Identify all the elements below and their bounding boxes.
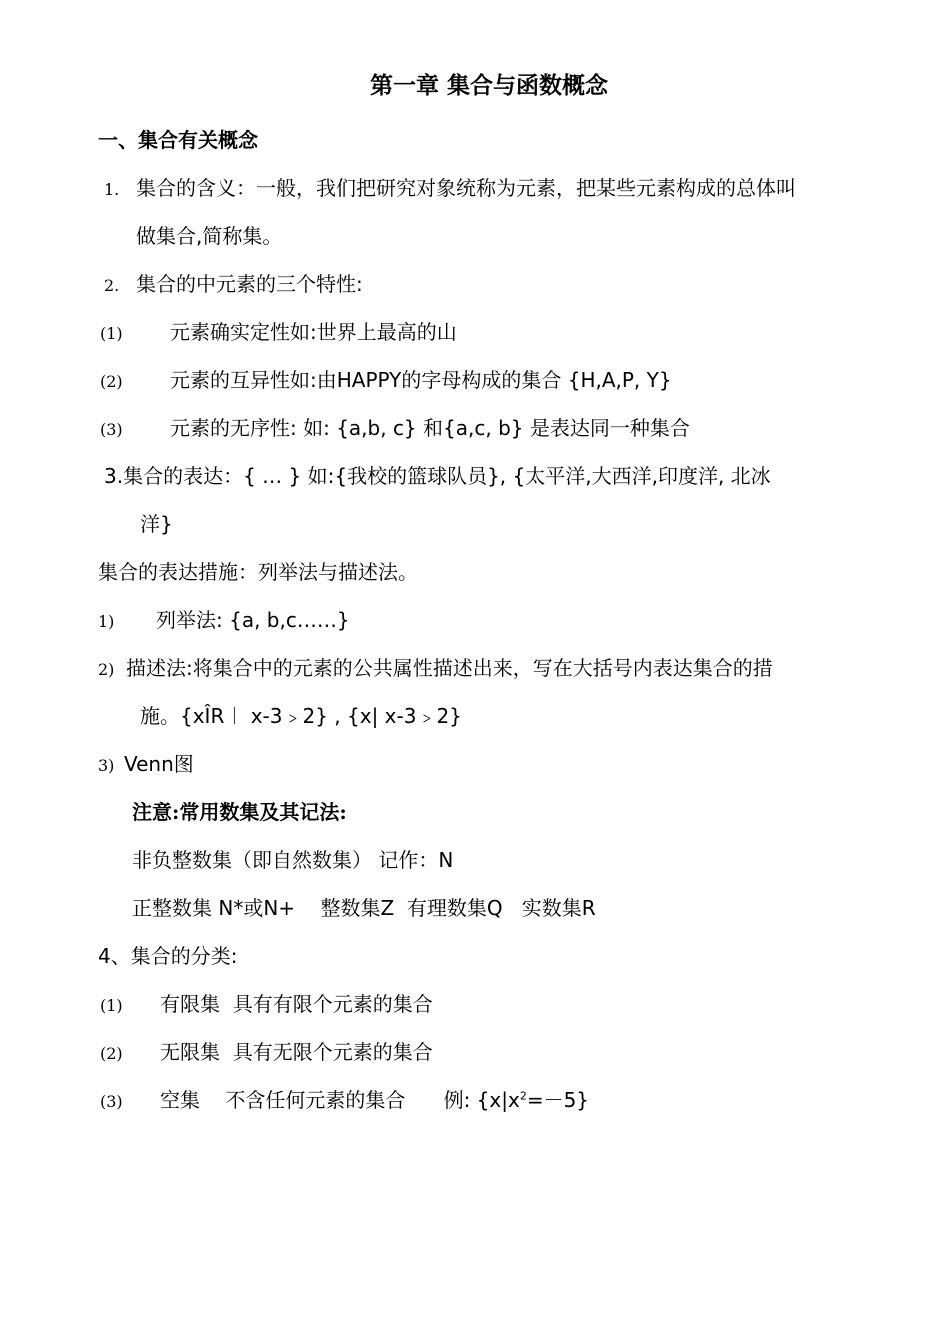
empty-set-text-end: =－5} (526, 1088, 590, 1112)
list-item: 施。{xÎR︱ x-3﹥2} , {x| x-3﹥2} (140, 704, 462, 728)
section-heading: 4、集合的分类: (98, 944, 238, 968)
list-item: 无限集 具有无限个元素的集合 (160, 1040, 433, 1064)
paragraph-line: 集合的含义：一般，我们把研究对象统称为元素，把某些元素构成的总体叫 (136, 176, 796, 200)
list-number: (3) (100, 1092, 123, 1111)
item-number: 1. (104, 180, 120, 199)
list-number: 2) (98, 660, 115, 679)
paragraph-line: 3.集合的表达：{ … } 如:{我校的篮球队员}, {太平洋,大西洋,印度洋, 北冰 (104, 464, 771, 488)
paragraph-line: 做集合,简称集。 (136, 224, 283, 248)
list-item: 元素的无序性: 如: {a,b, c} 和{a,c, b} 是表达同一种集合 (170, 416, 690, 440)
page-title: 第一章 集合与函数概念 (369, 72, 608, 99)
list-number: (1) (100, 324, 123, 343)
list-number: (1) (100, 996, 123, 1015)
item-number: 2. (104, 276, 120, 295)
section-heading: 一、集合有关概念 (98, 128, 258, 152)
paragraph-line: 集合的中元素的三个特性: (136, 272, 363, 296)
list-item: Venn图 (124, 752, 194, 776)
list-item: 列举法: {a, b,c……} (156, 608, 350, 632)
list-item: 描述法:将集合中的元素的公共属性描述出来，写在大括号内表达集合的措 (126, 656, 773, 680)
paragraph-line: 正整数集 N*或N+ 整数集Z 有理数集Q 实数集R (132, 896, 596, 920)
paragraph-line: 非负整数集（即自然数集） 记作：N (132, 848, 454, 872)
list-number: 1) (98, 612, 115, 631)
list-item: 元素的互异性如:由HAPPY的字母构成的集合 {H,A,P, Y} (170, 368, 672, 392)
paragraph-line: 洋} (140, 512, 173, 536)
list-number: 3) (98, 756, 115, 775)
list-item: 有限集 具有有限个元素的集合 (160, 992, 433, 1016)
list-number: (2) (100, 372, 123, 391)
list-number: (3) (100, 420, 123, 439)
empty-set-text: 空集 不含任何元素的集合 例: {x|x (160, 1088, 520, 1112)
superscript: 2 (519, 1089, 527, 1103)
note-heading: 注意:常用数集及其记法: (132, 800, 347, 824)
list-item: 元素确实定性如:世界上最高的山 (170, 320, 457, 344)
list-item (160, 1086, 589, 1114)
paragraph-line: 集合的表达措施：列举法与描述法。 (98, 560, 418, 584)
list-number: (2) (100, 1044, 123, 1063)
